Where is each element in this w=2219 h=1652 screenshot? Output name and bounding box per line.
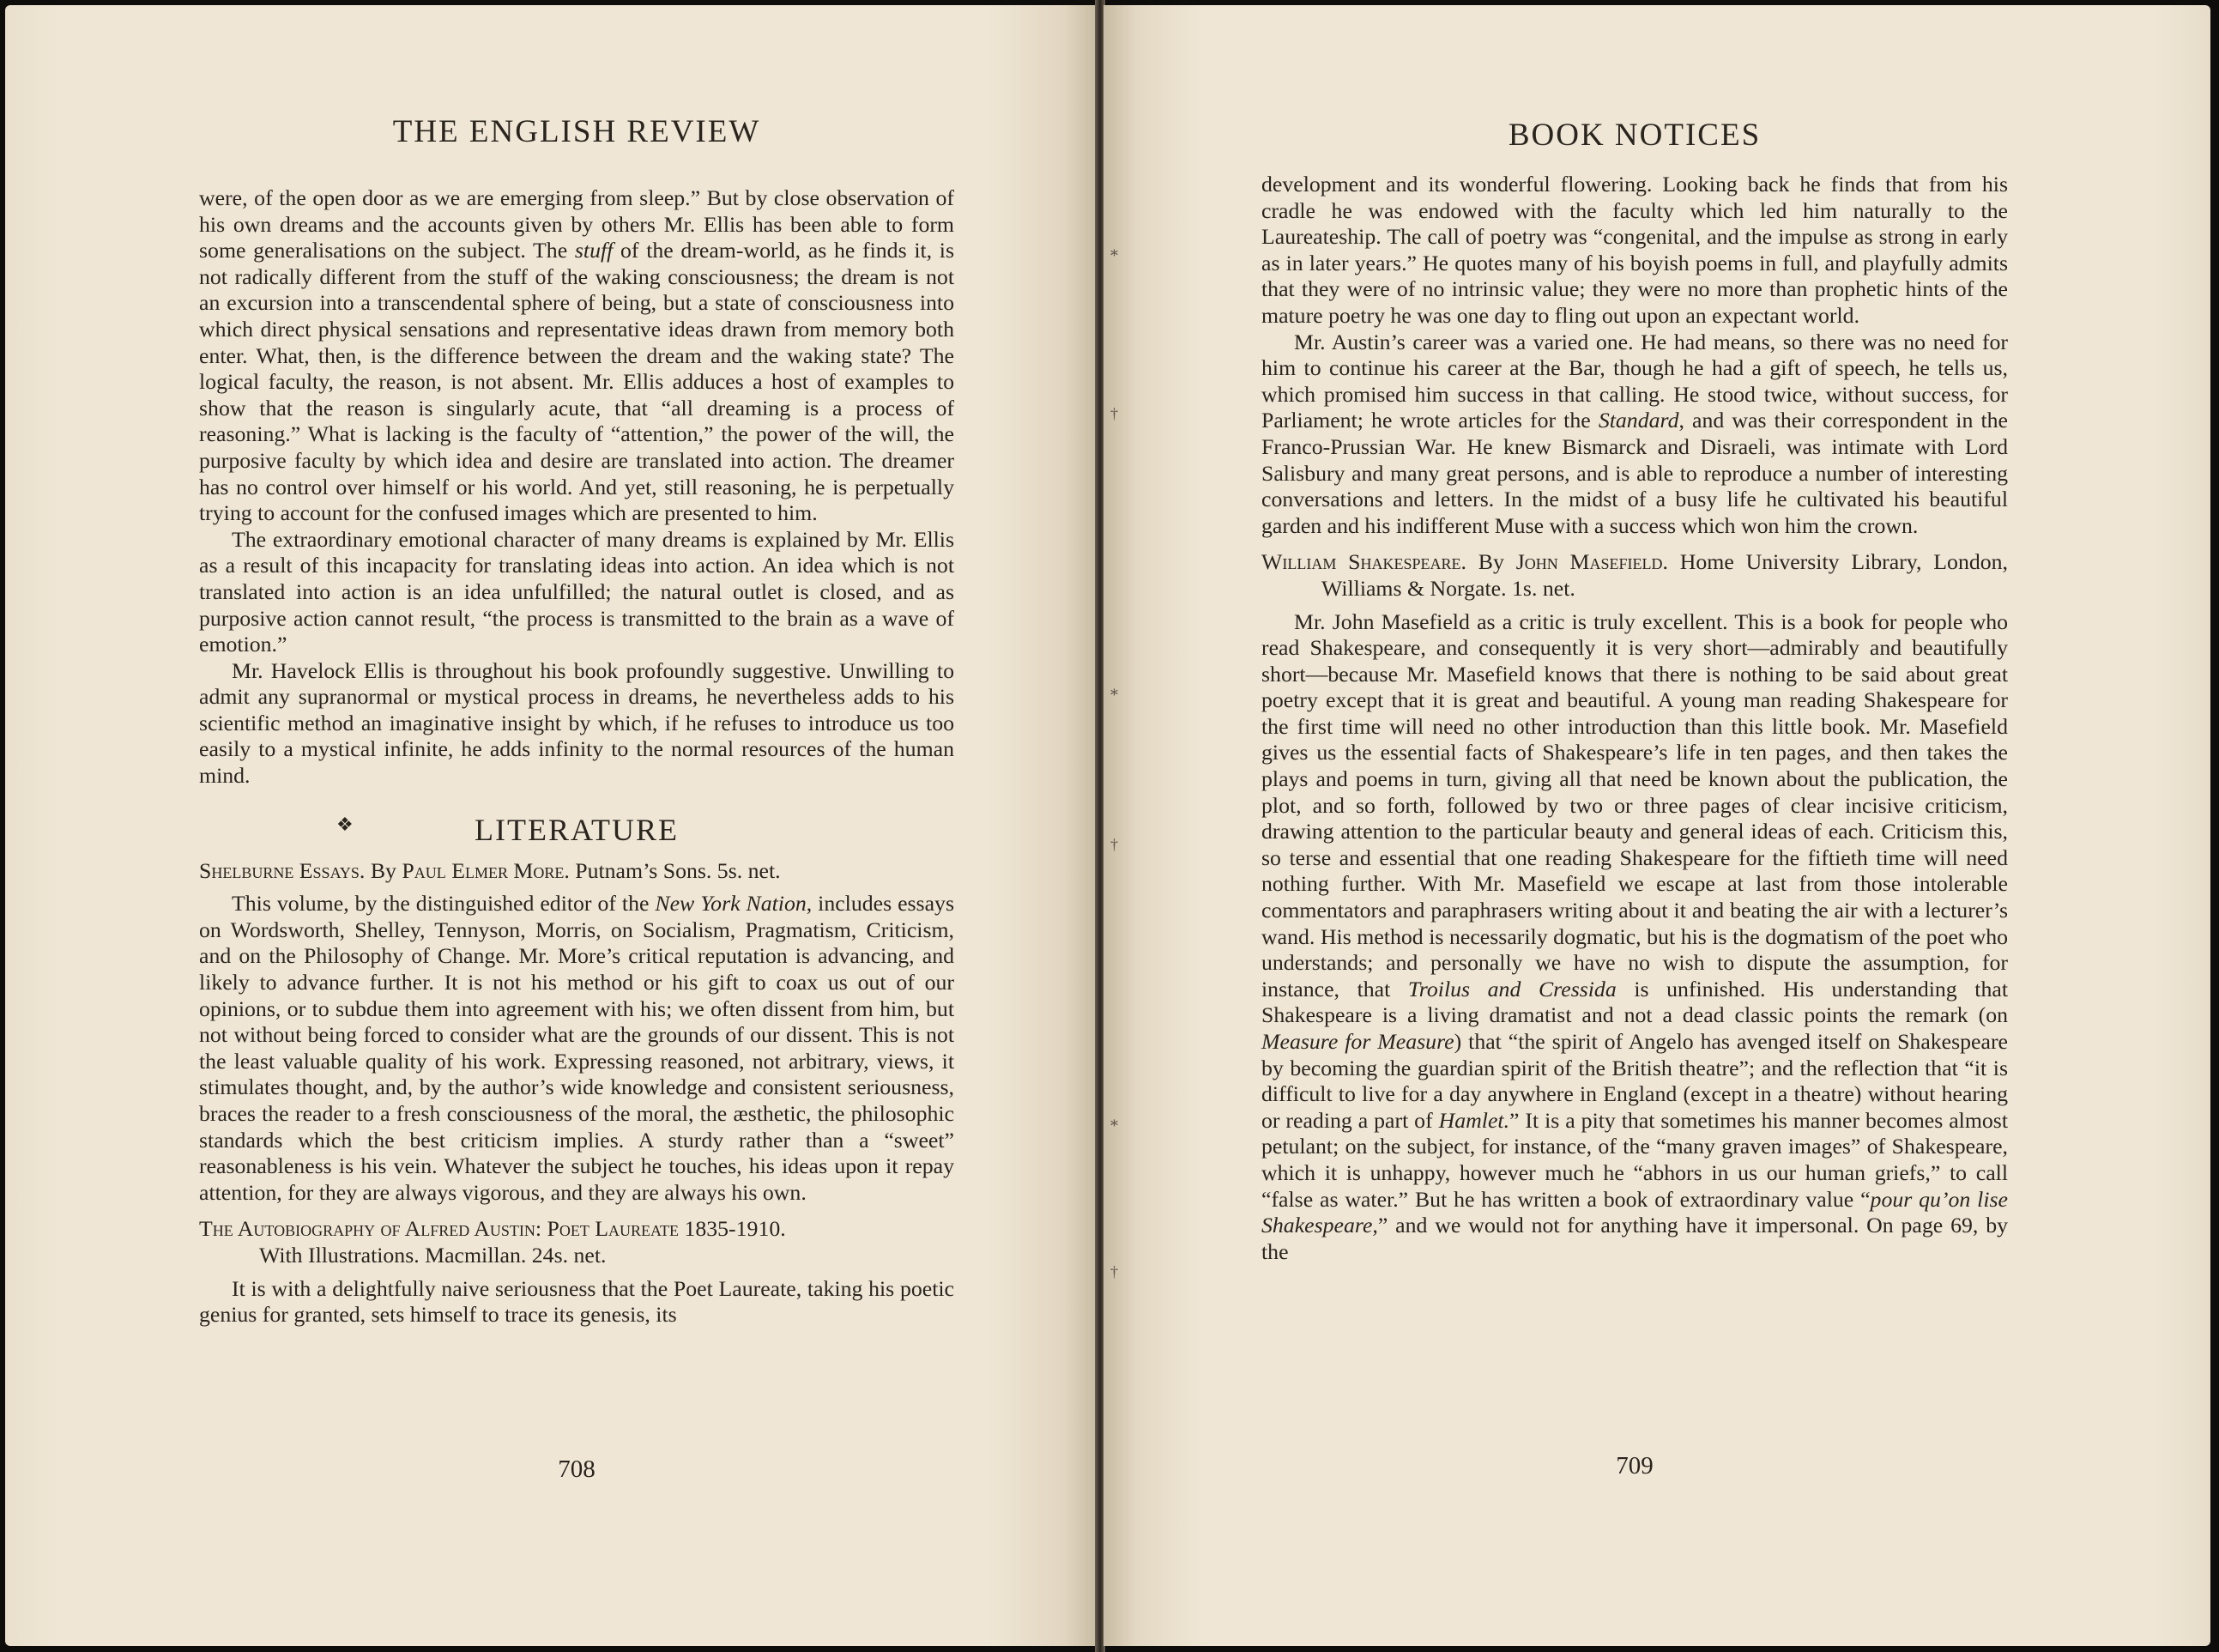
paragraph: were, of the open door as we are emerging from sleep.” But by close observation of his own dreams and the accounts given by others Mr. Ellis has been able to form some generalisations on the subject. The stuff of the dream-world, as he finds it, is not radically different from the stuff of the waking consciousness; the dream is not an excursion into a transcendental sphere of being, but a state of consciousness into which direct physical sensations and representative ideas drawn from memory both enter. What, then, is the difference between the dream and the waking state? The logical faculty, the reason, is not absent. Mr. Ellis adduces a host of examples to show that the reason is singularly acute, that “all dreaming is a process of reasoning.” What is lacking is the faculty of “attention,” the power of the will, the purposive faculty by which idea and desire are translated into action. The dreamer has no control over himself or his world. And yet, still reasoning, he is perpetually trying to account for the confused images which are presented to him.: [199, 185, 955, 526]
paragraph: Mr. Havelock Ellis is throughout his book profoundly suggestive. Unwilling to admit any supranormal or mystical process in dreams, he nevertheless adds to his scientific method an imaginative insight by which, if he refuses to introduce us too easily to a mystical infinite, he adds infinity to the normal resources of the human mind.: [199, 657, 954, 789]
binding-mark: †: [1110, 1263, 1118, 1280]
binding-mark: ⁎: [1110, 681, 1118, 699]
section-heading: ❖ LITERATURE: [336, 812, 679, 847]
book-entry-heading: Shelburne Essays. By Paul Elmer More. Putnam’s Sons. 5s. net.: [199, 857, 781, 883]
running-head-right: BOOK NOTICES: [1508, 118, 1762, 153]
paragraph: It is with a delightfully naive seriousness that the Poet Laureate, taking his poetic genius for granted, sets himself to trace its genesis, its: [199, 1275, 954, 1328]
running-head-left: THE ENGLISH REVIEW: [392, 114, 761, 149]
right-text-column: [1261, 172, 2008, 1265]
paragraph: The extraordinary emotional character of many dreams is explained by Mr. Ellis as a result of this incapacity for translating ideas into action. An idea which is not translated into action is an idea unfulfilled; the natural outlet is closed, and as purposive action cannot result, “the process is transmitted to the brain as a wave of emotion.”: [199, 526, 954, 657]
paragraph: This volume, by the distinguished editor of the New York Nation, includes essays on Wordsworth, Shelley, Tennyson, Morris, on Socialism, Pragmatism, Criticism, and on the Philosophy of Change. Mr. More’s critical reputation is advancing, and likely to advance further. It is not his method or his gift to coax us out of our opinions, or to subdue them into agreement with his; we often dissent from him, but not without being forced to consider what are the grounds of our dissent. This is not the least valuable quality of his work. Expressing reasoned, not arbitrary, views, it stimulates thought, and, by the author’s wide knowledge and consistent seriousness, braces the reader to a fresh consciousness of the moral, the æsthetic, the philosophic standards which the best criticism implies. A sturdy rather than a “sweet” reasonableness is his vein. Whatever the subject he touches, his ideas upon it repay attention, for they are always vigorous, and they are always his own.: [199, 891, 954, 1205]
binding-mark: ⁎: [1110, 1112, 1118, 1129]
paragraph: Mr. John Masefield as a critic is truly excellent. This is a book for people who read Shakespeare, and consequently it is very short—admirably and beautifully short—because Mr. Masefield knows that there is nothing to be said about great poetry except that it is great and beautiful. A young man reading Shakespeare for the first time will need no other introduction than this little book. Mr. Masefield gives us the essential facts of Shakespeare’s life in ten pages, and then takes the plays and poems in turn, giving all that need be known about the publication, the plot, and so forth, followed by two or three pages of clear incisive criticism, drawing attention to the particular beauty and general ideas of each. Criticism this, so terse and essential that one reading Shakespeare for the fiftieth time will need nothing further. With Mr. Masefield we escape at last from those intolerable commentators and paraphrasers writing about it and beating the air with a lecturer’s wand. His method is necessarily dogmatic, but his is the dogmatism of the poet who understands; and personally we have no wish to dispute the assumption, for instance, that Troilus and Cressida is unfinished. His understanding that Shakespeare is a living dramatist and not a dead classic points the remark (on Measure for Measure) that “the spirit of Angelo has avenged itself on Shakespeare by becoming the guardian spirit of the British theatre”; and the reflection that “it is difficult to live for a day anywhere in England (except in a theatre) without hearing or reading a part of Hamlet.” It is a pity that sometimes his manner becomes almost petulant; on the subject, for instance, of the “many graven images” of Shakespeare, which it is unhappy, however much he “abhors in us our human griefs,” to call “false as water.” But he has written a book of extraordinary value “pour qu’on lise Shakespeare,” and we would not for anything have it impersonal. On page 69, by the: [1261, 608, 2008, 1264]
right-page: [1103, 5, 2210, 1646]
book-entry-heading: The Autobiography of Alfred Austin: Poet Laureate 1835-1910. With Illustrations. Macmillan. 24s. net.: [199, 1216, 786, 1268]
fleuron-ornament: ❖: [336, 813, 355, 835]
page-number-right: 709: [1616, 1452, 1654, 1480]
binding-mark: ⁎: [1110, 242, 1118, 259]
left-page: [5, 5, 1097, 1646]
book-entry-heading: William Shakespeare. By John Masefield. Home University Library, London, Williams & Norgate. 1s. net.: [1261, 549, 2008, 601]
left-text-column: [199, 185, 954, 1328]
paragraph: development and its wonderful flowering. Looking back he finds that from his cradle he was endowed with the faculty which led him naturally to the Laureateship. The call of poetry was “congenital, and the impulse as strong in early as in later years.” He quotes many of his boyish poems in full, and playfully admits that they were of no intrinsic value; they were no more than prophetic hints of the mature poetry he was one day to fling out upon an expectant world.: [1261, 172, 2008, 328]
paragraph: Mr. Austin’s career was a varied one. He had means, so there was no need for him to continue his career at the Bar, though he had a gift of speech, he tells us, which promised him success in that calling. He stood twice, without success, for Parliament; he wrote articles for the Standard, and was their correspondent in the Franco-Prussian War. He knew Bismarck and Disraeli, was intimate with Lord Salisbury and many great persons, and is able to reproduce a number of interesting conversations and letters. In the midst of a busy life he cultivated his beautiful garden and his indifferent Muse with a success which won him the crown.: [1261, 329, 2009, 538]
binding-mark: †: [1110, 836, 1118, 853]
page-number-left: 708: [558, 1455, 596, 1483]
binding-mark: †: [1110, 405, 1118, 422]
